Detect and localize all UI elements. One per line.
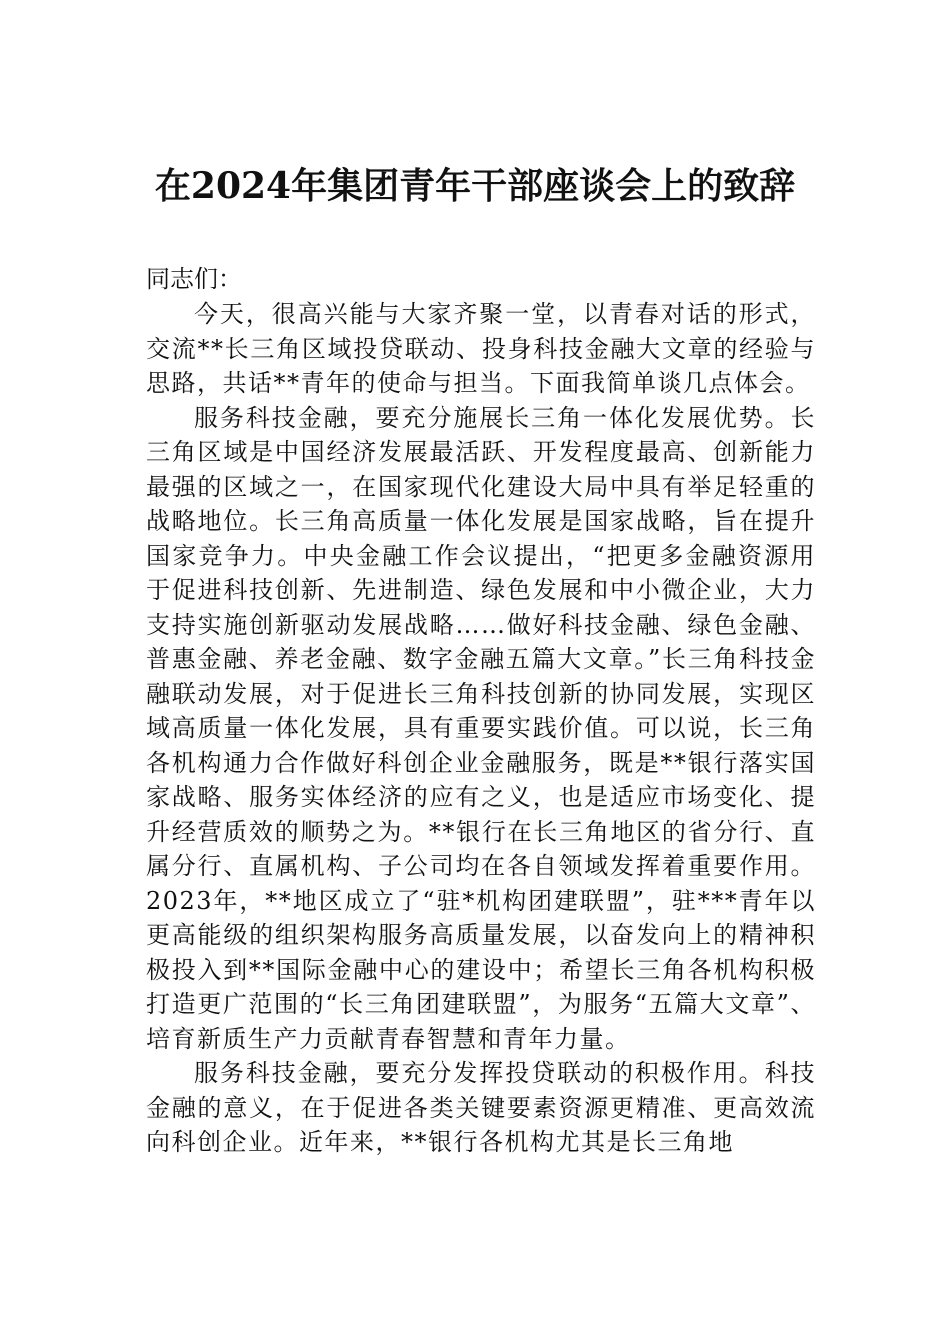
document-body — [146, 262, 816, 1160]
document-title: 在2024年集团青年干部座谈会上的致辞 — [154, 165, 796, 207]
paragraph-3: 服务科技金融，要充分发挥投贷联动的积极作用。科技金融的意义，在于促进各类关键要素资源更精准、更高效流向科创企业。近年来，**银行各机构尤其是长三角地 — [146, 1059, 816, 1156]
paragraph-1: 今天，很高兴能与大家齐聚一堂，以青春对话的形式，交流**长三角区域投贷联动、投身科技金融大文章的经验与思路，共话**青年的使命与担当。下面我简单谈几点体会。 — [146, 300, 816, 397]
salutation: 同志们： — [146, 265, 242, 293]
paragraph-2: 服务科技金融，要充分施展长三角一体化发展优势。长三角区域是中国经济发展最活跃、开发程度最高、创新能力最强的区域之一，在国家现代化建设大局中具有举足轻重的战略地位。长三角高质量一体化发展是国家战略，旨在提升国家竞争力。中央金融工作会议提出，“把更多金融资源用于促进科技创新、先进制造、绿色发展和中小微企业，大力支持实施创新驱动发展战略……做好科技金融、绿色金融、普惠金融、养老金融、数字金融五篇大文章。”长三角科技金融联动发展，对于促进长三角科技创新的协同发展，实现区域高质量一体化发展，具有重要实践价值。可以说，长三角各机构通力合作做好科创企业金融服务，既是**银行落实国家战略、服务实体经济的应有之义，也是适应市场变化、提升经营质效的顺势之为。**银行在长三角地区的省分行、直属分行、直属机构、子公司均在各自领域发挥着重要作用。2023年，**地区成立了“驻*机构团建联盟”，驻***青年以更高能级的组织架构服务高质量发展，以奋发向上的精神积极投入到**国际金融中心的建设中；希望长三角各机构积极打造更广范围的“长三角团建联盟”，为服务“五篇大文章”、培育新质生产力贡献青春智慧和青年力量。 — [146, 403, 816, 1053]
